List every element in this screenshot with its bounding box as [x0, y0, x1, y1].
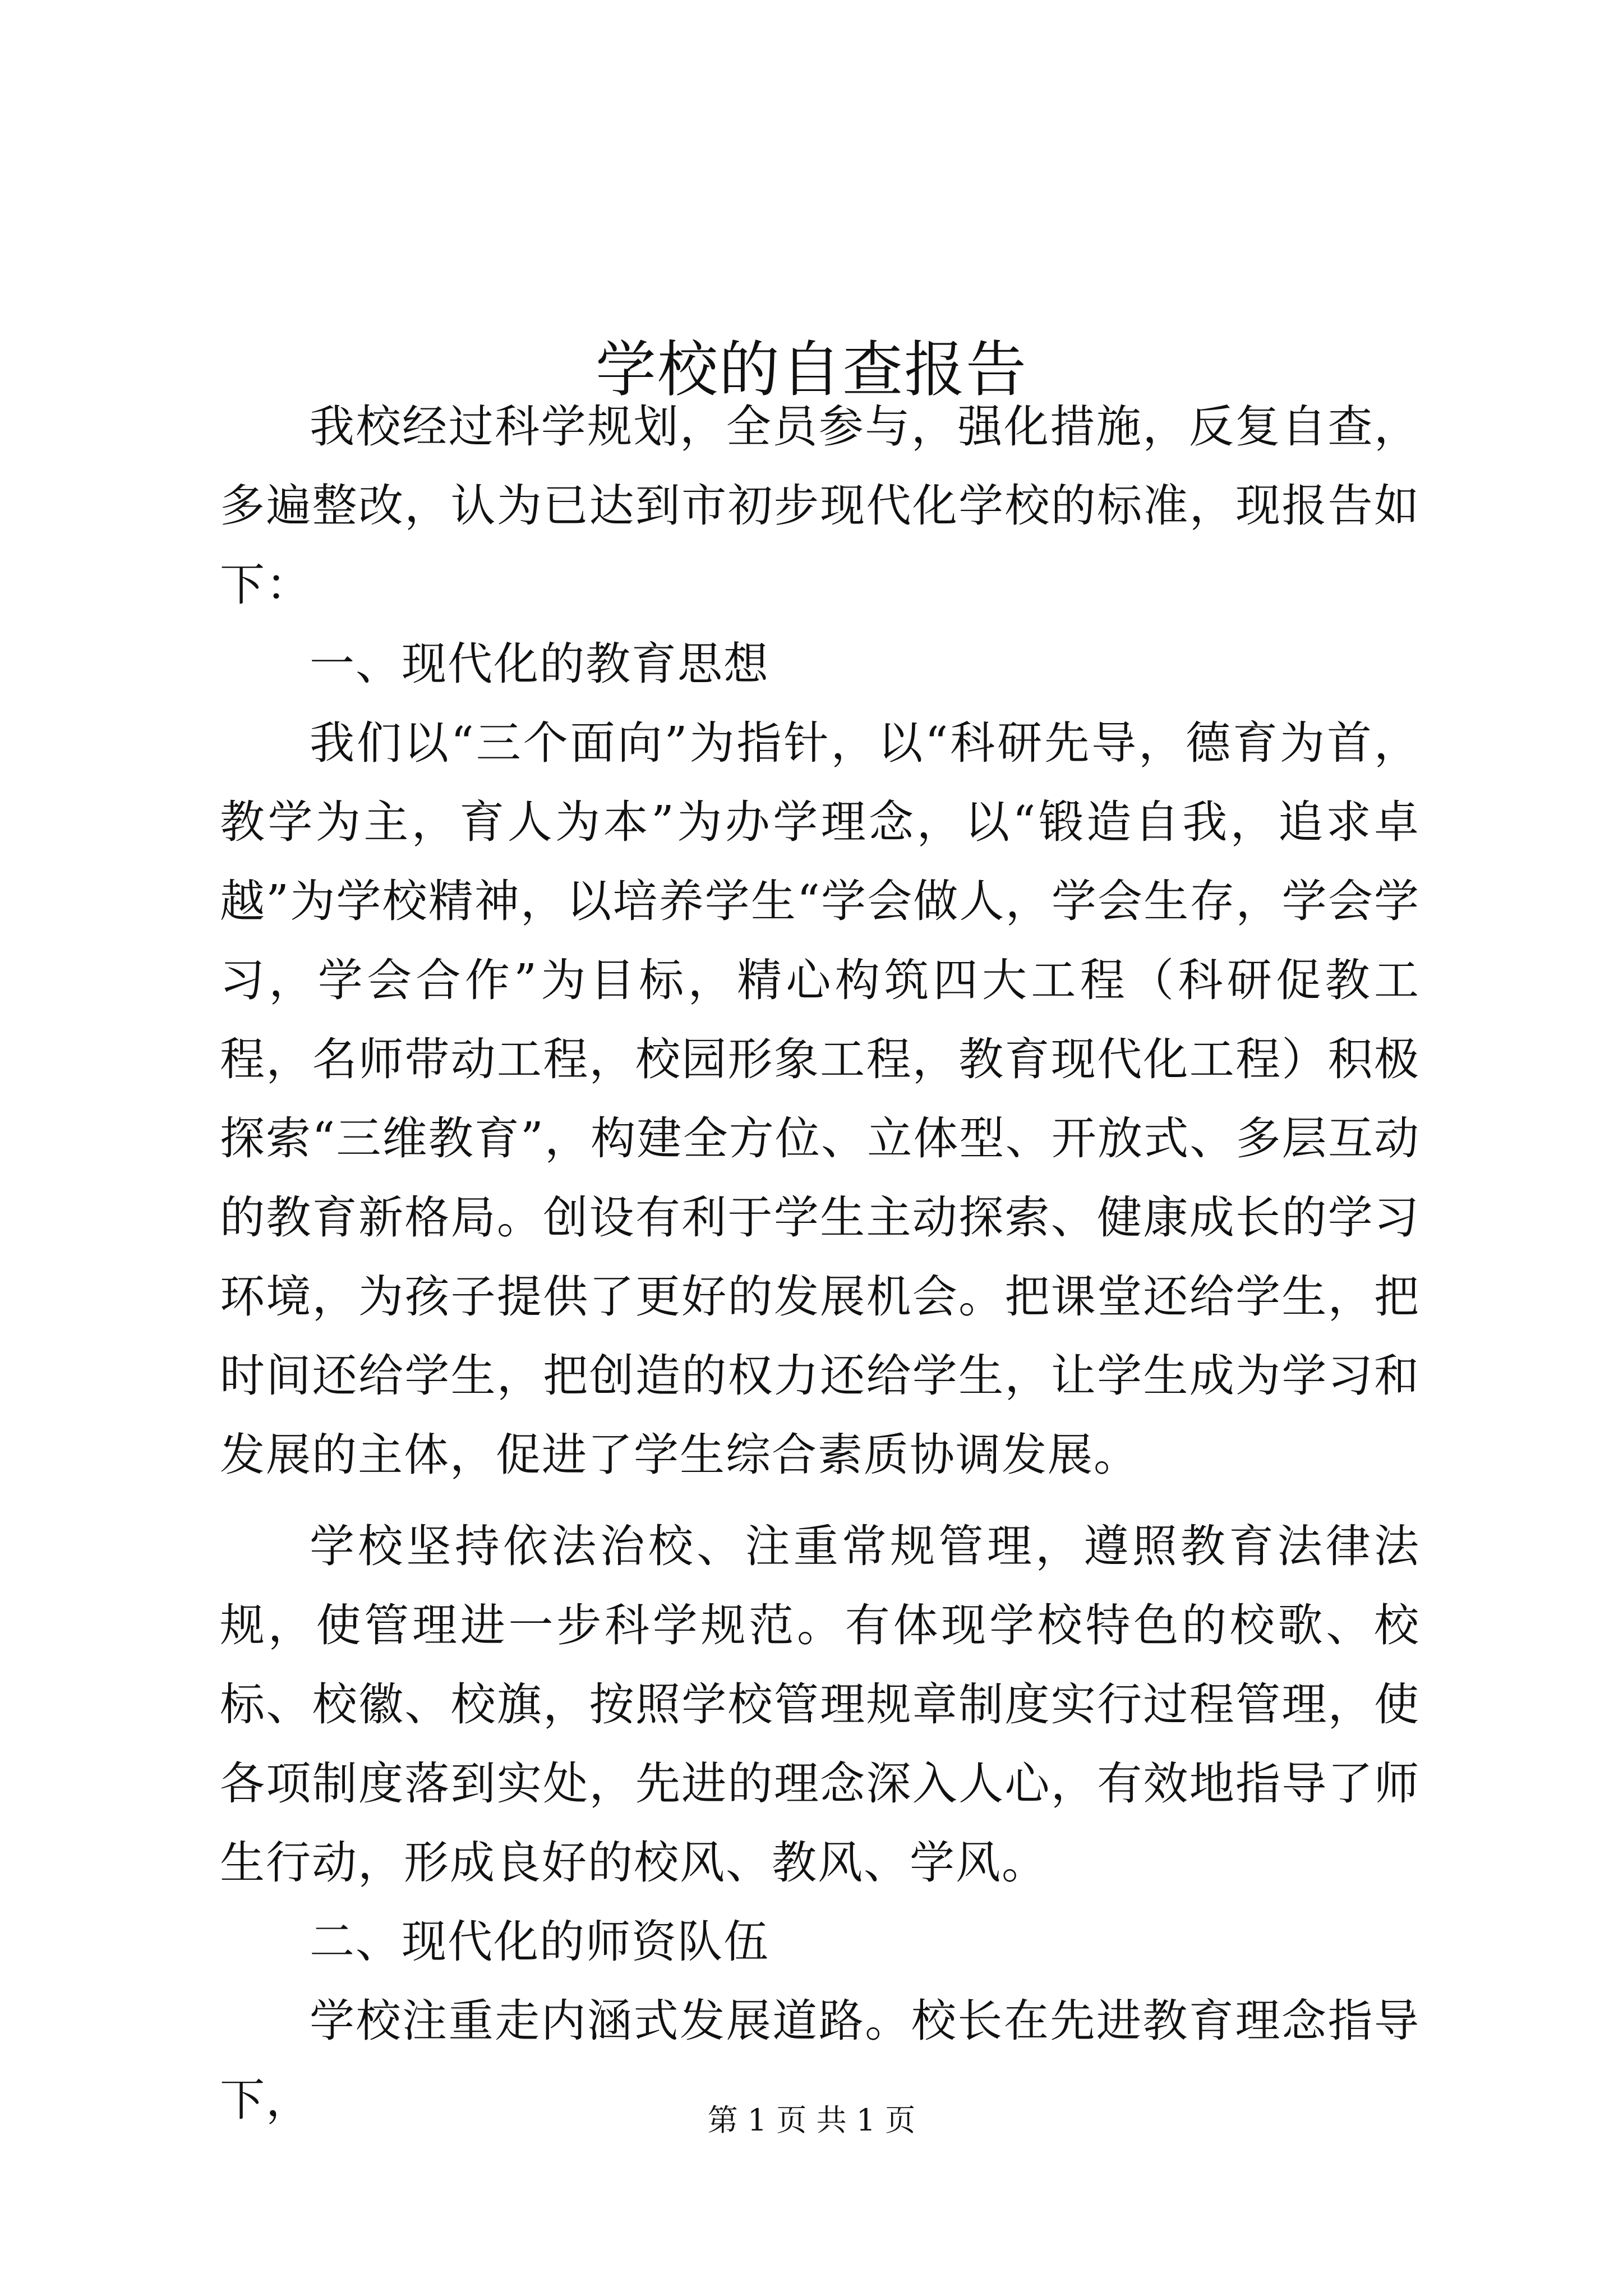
section-2-heading: 二、现代化的师资队伍: [310, 1916, 769, 1968]
page-footer: 第 1 页 共 1 页: [707, 2102, 916, 2138]
section-1-paragraph-1: 我们以“三个面向”为指针，以“科研先导，德育为首，教学为主，育人为本”为办学理念，以“锻造自我，追求卓越”为学校精神，以培养学生“学会做人，学会生存，学会学习，学会合作”为目标，精心构筑四大工程（科研促教工程，名师带动工程，校园形象工程，教育现代化工程）积极探索“三维教育”，构建全方位、立体型、开放式、多层互动的教育新格局。创设有利于学生主动探索、健康成长的学习环境，为孩子提供了更好的发展机会。把课堂还给学生，把时间还给学生，把创造的权力还给学生，让学生成为学习和发展的主体，促进了学生综合素质协调发展。: [220, 717, 1420, 1481]
intro-paragraph: 我校经过科学规划，全员参与，强化措施，反复自查，多遍整改，认为已达到市初步现代化学校的标准，现报告如下：: [220, 401, 1420, 611]
document-body: [220, 387, 1420, 2139]
section-2-paragraph-1: 学校注重走内涵式发展道路。校长在先进教育理念指导下，: [220, 1995, 1420, 2126]
section-1-heading: 一、现代化的教育思想: [310, 638, 769, 690]
document-title: 学校的自查报告: [595, 335, 1027, 406]
section-1-paragraph-2: 学校坚持依法治校、注重常规管理，遵照教育法律法规，使管理进一步科学规范。有体现学校特色的校歌、校标、校徽、校旗，按照学校管理规章制度实行过程管理，使各项制度落到实处，先进的理念深入人心，有效地指导了师生行动，形成良好的校风、教风、学风。: [220, 1520, 1420, 1889]
